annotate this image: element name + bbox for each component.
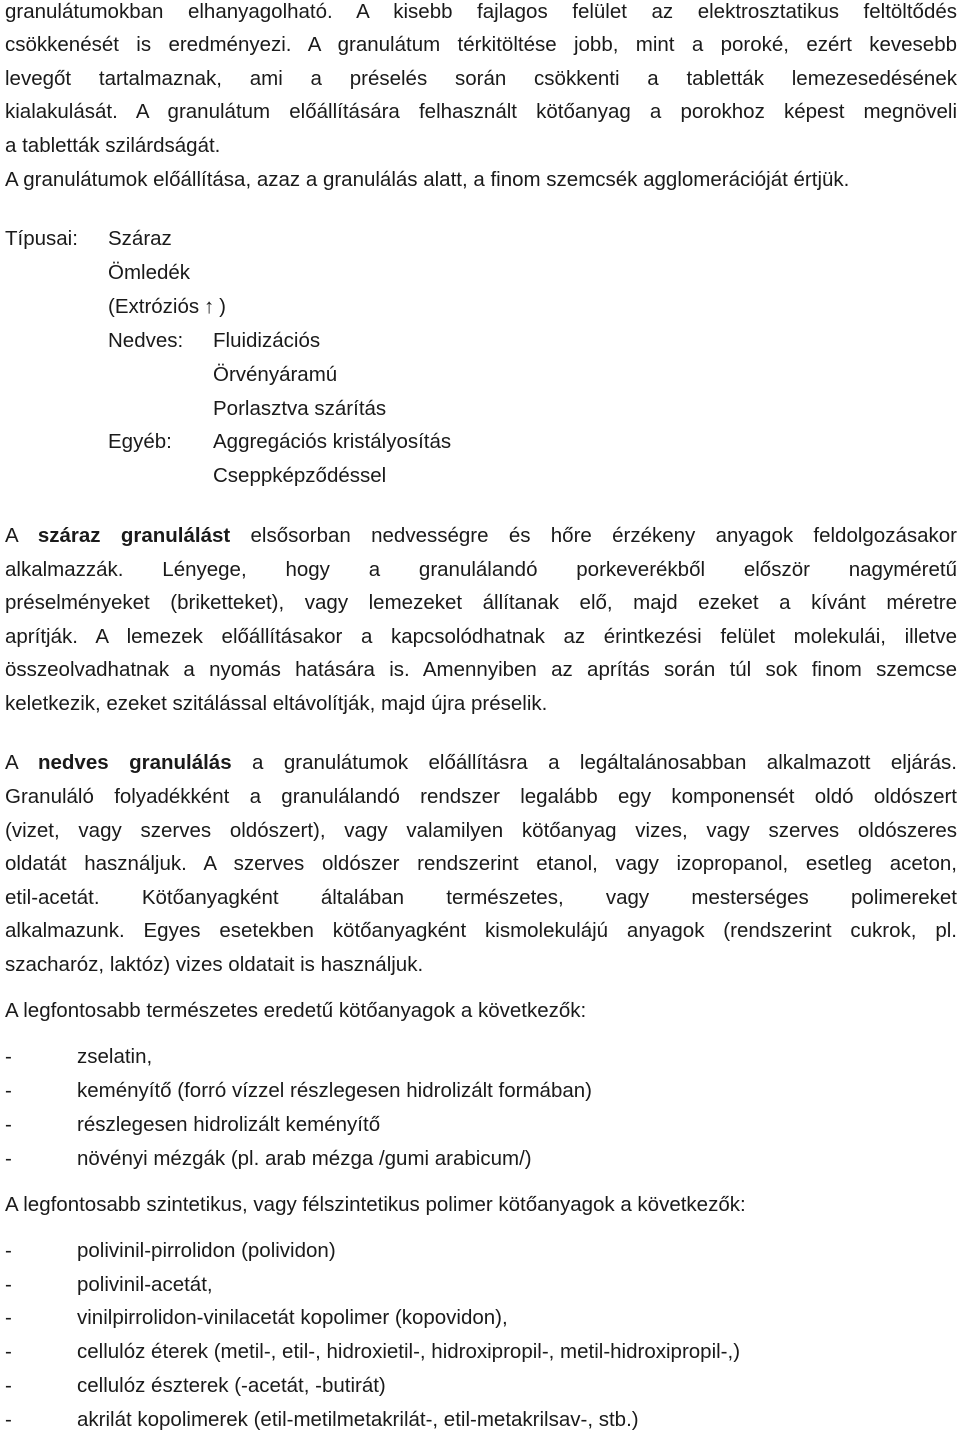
type-wet-label: Nedves: [108,329,184,352]
list-item: - polivinil-acetát, [5,1273,213,1296]
text-line: kialakulását. A granulátum előállítására felhasznált kötőanyag a porokhoz képest megnöveli [5,100,957,123]
text-line: granulátumokban elhanyagolható. A kisebb fajlagos felület az elektrosztatikus feltöltődés [5,0,957,23]
type-wet-item: Porlasztva szárítás [213,397,387,420]
list-item: - cellulóz éterek (metil-, etil-, hidroxietil-, hidroxipropil-, metil-hidroxipropil-,) [5,1340,741,1363]
list-item: - polivinil-pirrolidon (polividon) [5,1239,336,1262]
list-item: - növényi mézgák (pl. arab mézga /gumi arabicum/) [5,1147,532,1170]
types-label: Típusai: [5,227,78,250]
text-line: levegőt tartalmaznak, ami a préselés során csökkenti a tabletták lemezesedésének [5,67,957,90]
text-line: préselményeket (briketteket), vagy lemezeket állítanak elő, majd ezeket a kívánt méretre [5,591,957,614]
type-extrusion [108,295,226,319]
list-item: - keményítő (forró vízzel részlegesen hidrolizált formában) [5,1079,592,1102]
text-line: etil-acetát. Kötőanyagként általában természetes, vagy mesterséges polimereket [5,886,957,909]
text-line: a tabletták szilárdságát. [5,134,221,157]
bold-term: száraz granulálást [37,524,231,547]
text-line: csökkenését is eredményezi. A granulátum térkitöltése jobb, mint a poroké, ezért kevesebb [5,33,957,56]
section-heading: A legfontosabb szintetikus, vagy félszintetikus polimer kötőanyagok a következők: [5,1193,746,1216]
list-item: - vinilpirrolidon-vinilacetát kopolimer (kopovidon), [5,1306,508,1329]
text-line: A száraz granulálást elsősorban nedvességre és hőre érzékeny anyagok feldolgozásakor [5,524,957,547]
text-line: A granulátumok előállítása, azaz a granulálás alatt, a finom szemcsék agglomerációját értjük. [5,168,850,191]
bold-term: nedves granulálás [37,751,232,774]
text-line: Granuláló folyadékként a granulálandó rendszer legalább egy komponensét oldó oldószert [5,785,957,808]
type-other-label: Egyéb: [108,430,172,453]
text-line: aprítják. A lemezek előállításakor a kapcsolódhatnak az érintkezési felület molekulái, illetve [5,625,957,648]
type-dry-item: Ömledék [108,261,191,284]
type-other-item: Cseppképződéssel [213,464,387,487]
text-line: összeolvadhatnak a nyomás hatására is. Amennyiben az aprítás során túl sok finom szemcse [5,658,957,681]
arrow-up-icon: ↑ [204,295,215,318]
type-other-item: Aggregációs kristályosítás [213,430,452,453]
list-item: - részlegesen hidrolizált keményítő [5,1113,381,1136]
type-dry-label: Száraz [108,227,172,250]
type-wet-item: Örvényáramú [213,363,338,386]
list-item: - akrilát kopolimerek (etil-metilmetakrilát-, etil-metakrilsav-, stb.) [5,1408,639,1431]
text-line: alkalmazzák. Lényege, hogy a granulálandó porkeverékből először nagyméretű [5,558,957,581]
extrusion-open: (Extróziós [108,295,200,318]
section-heading: A legfontosabb természetes eredetű kötőanyagok a következők: [5,999,587,1022]
list-item: - cellulóz észterek (-acetát, -butirát) [5,1374,386,1397]
text-line: oldatát használjuk. A szerves oldószer rendszerint etanol, vagy izopropanol, esetleg aceton, [5,852,957,875]
text-line: alkalmazunk. Egyes esetekben kötőanyagként kismolekulájú anyagok (rendszerint cukrok, pl. [5,919,957,942]
text-line: keletkezik, ezeket szitálással eltávolítják, majd újra préselik. [5,692,548,715]
text-line: (vizet, vagy szerves oldószert), vagy valamilyen kötőanyag vizes, vagy szerves oldószeres [5,819,957,842]
type-wet-item: Fluidizációs [213,329,321,352]
extrusion-close: ) [219,295,226,318]
list-item: - zselatin, [5,1045,153,1068]
text-line: A nedves granulálás a granulátumok előállításra a legáltalánosabban alkalmazott eljárás. [5,751,957,774]
text-line: szacharóz, laktóz) vizes oldatait is használjuk. [5,953,424,976]
